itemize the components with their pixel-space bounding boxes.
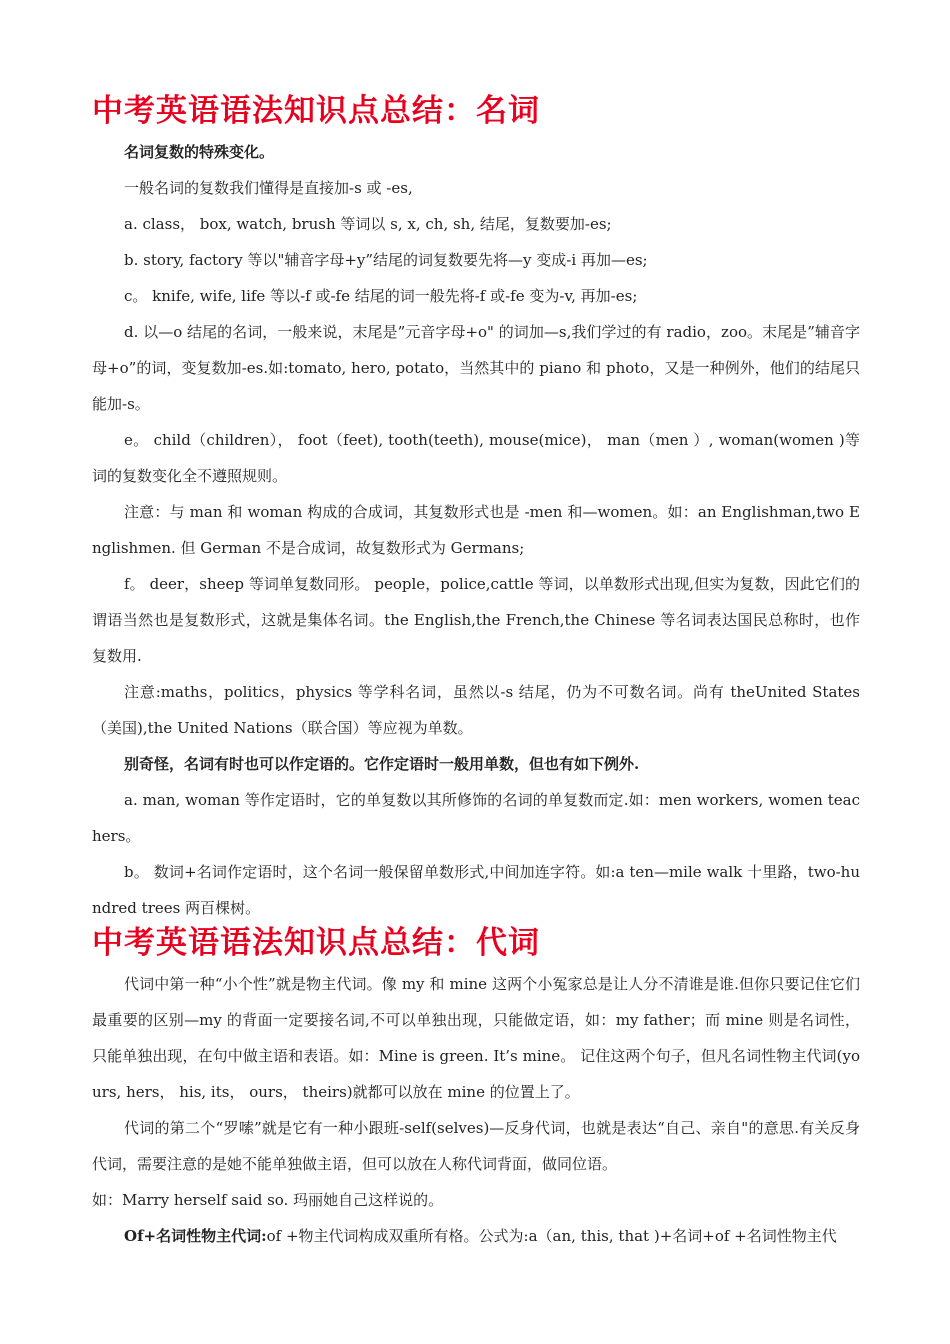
- inline-bold-term: Of+名词性物主代词:: [124, 1227, 267, 1245]
- paragraph: a. class， box, watch, brush 等词以 s, x, ch, sh, 结尾，复数要加-es;: [124, 215, 612, 233]
- paragraph: d. 以—o 结尾的名词，一般来说，末尾是”元音字母+o" 的词加—s,我们学过的有 radio，zoo。末尾是”辅音字母+o”的词，变复数加-es.如:tomato, hero, potato，当然其中的 piano 和 photo，又是一种例外，他们的结尾只能加-s。: [92, 323, 860, 413]
- paragraph: 一般名词的复数我们懂得是直接加-s 或 -es,: [124, 179, 413, 197]
- paragraph: [92, 1218, 860, 1254]
- subheading-noun-as-attribute: 别奇怪，名词有时也可以作定语的。它作定语时一般用单数，但也有如下例外.: [124, 755, 640, 773]
- paragraph: c。 knife, wife, life 等以-f 或-fe 结尾的词一般先将-f 或-fe 变为-v, 再加-es;: [124, 287, 638, 305]
- paragraph: b. story, factory 等以"辅音字母+y”结尾的词复数要先将—y 变成-i 再加—es;: [124, 251, 648, 269]
- section-title-nouns: 中考英语语法知识点总结：名词: [92, 93, 540, 129]
- paragraph: 注意:maths，politics，physics 等学科名词，虽然以-s 结尾，仍为不可数名词。尚有 theUnited States（美国),the United Nations（联合国）等应视为单数。: [92, 683, 860, 737]
- paragraph: e。 child（children）， foot（feet), tooth(teeth), mouse(mice)， man（men ）, woman(women )等词的复数变化全不遵照规则。: [92, 431, 860, 485]
- inline-text: of +物主代词构成双重所有格。公式为:a（an, this, that )+名词+of +名词性物主代: [266, 1227, 837, 1245]
- paragraph: 代词中第一种“小个性”就是物主代词。像 my 和 mine 这两个小冤家总是让人分不清谁是谁.但你只要记住它们最重要的区别—my 的背面一定要接名词,不可以单独出现，只能做定语，如：my father；而 mine 则是名词性，只能单独出现，在句中做主语和表语。如：Mine is green. It’s mine。 记住这两个句子，但凡名词性物主代词(yours, hers， his, its， ours， theirs)就都可以放在 mine 的位置上了。: [92, 975, 860, 1101]
- paragraph: b。 数词+名词作定语时，这个名词一般保留单数形式,中间加连字符。如:a ten—mile walk 十里路，two-hundred trees 两百棵树。: [92, 863, 860, 917]
- paragraph: 注意：与 man 和 woman 构成的合成词，其复数形式也是 -men 和—women。如：an Englishman,two Englishmen. 但 German 不是合成词，故复数形式为 Germans;: [92, 503, 860, 557]
- paragraph: 代词的第二个“罗嗦”就是它有一种小跟班-self(selves)—反身代词，也就是表达“自己、亲自"的意思.有关反身代词，需要注意的是她不能单独做主语，但可以放在人称代词背面，做同位语。: [92, 1119, 860, 1173]
- document-page: [92, 88, 860, 1254]
- section-title-pronouns: 中考英语语法知识点总结：代词: [92, 925, 540, 961]
- subheading-plural-changes: 名词复数的特殊变化。: [124, 143, 275, 161]
- paragraph: a. man, woman 等作定语时，它的单复数以其所修饰的名词的单复数而定.如：men workers, women teachers。: [92, 791, 860, 845]
- paragraph: 如：Marry herself said so. 玛丽她自己这样说的。: [92, 1191, 444, 1209]
- paragraph: f。 deer，sheep 等词单复数同形。 people，police,cattle 等词，以单数形式出现,但实为复数，因此它们的谓语当然也是复数形式，这就是集体名词。the English,the French,the Chinese 等名词表达国民总称时，也作复数用.: [92, 575, 860, 665]
